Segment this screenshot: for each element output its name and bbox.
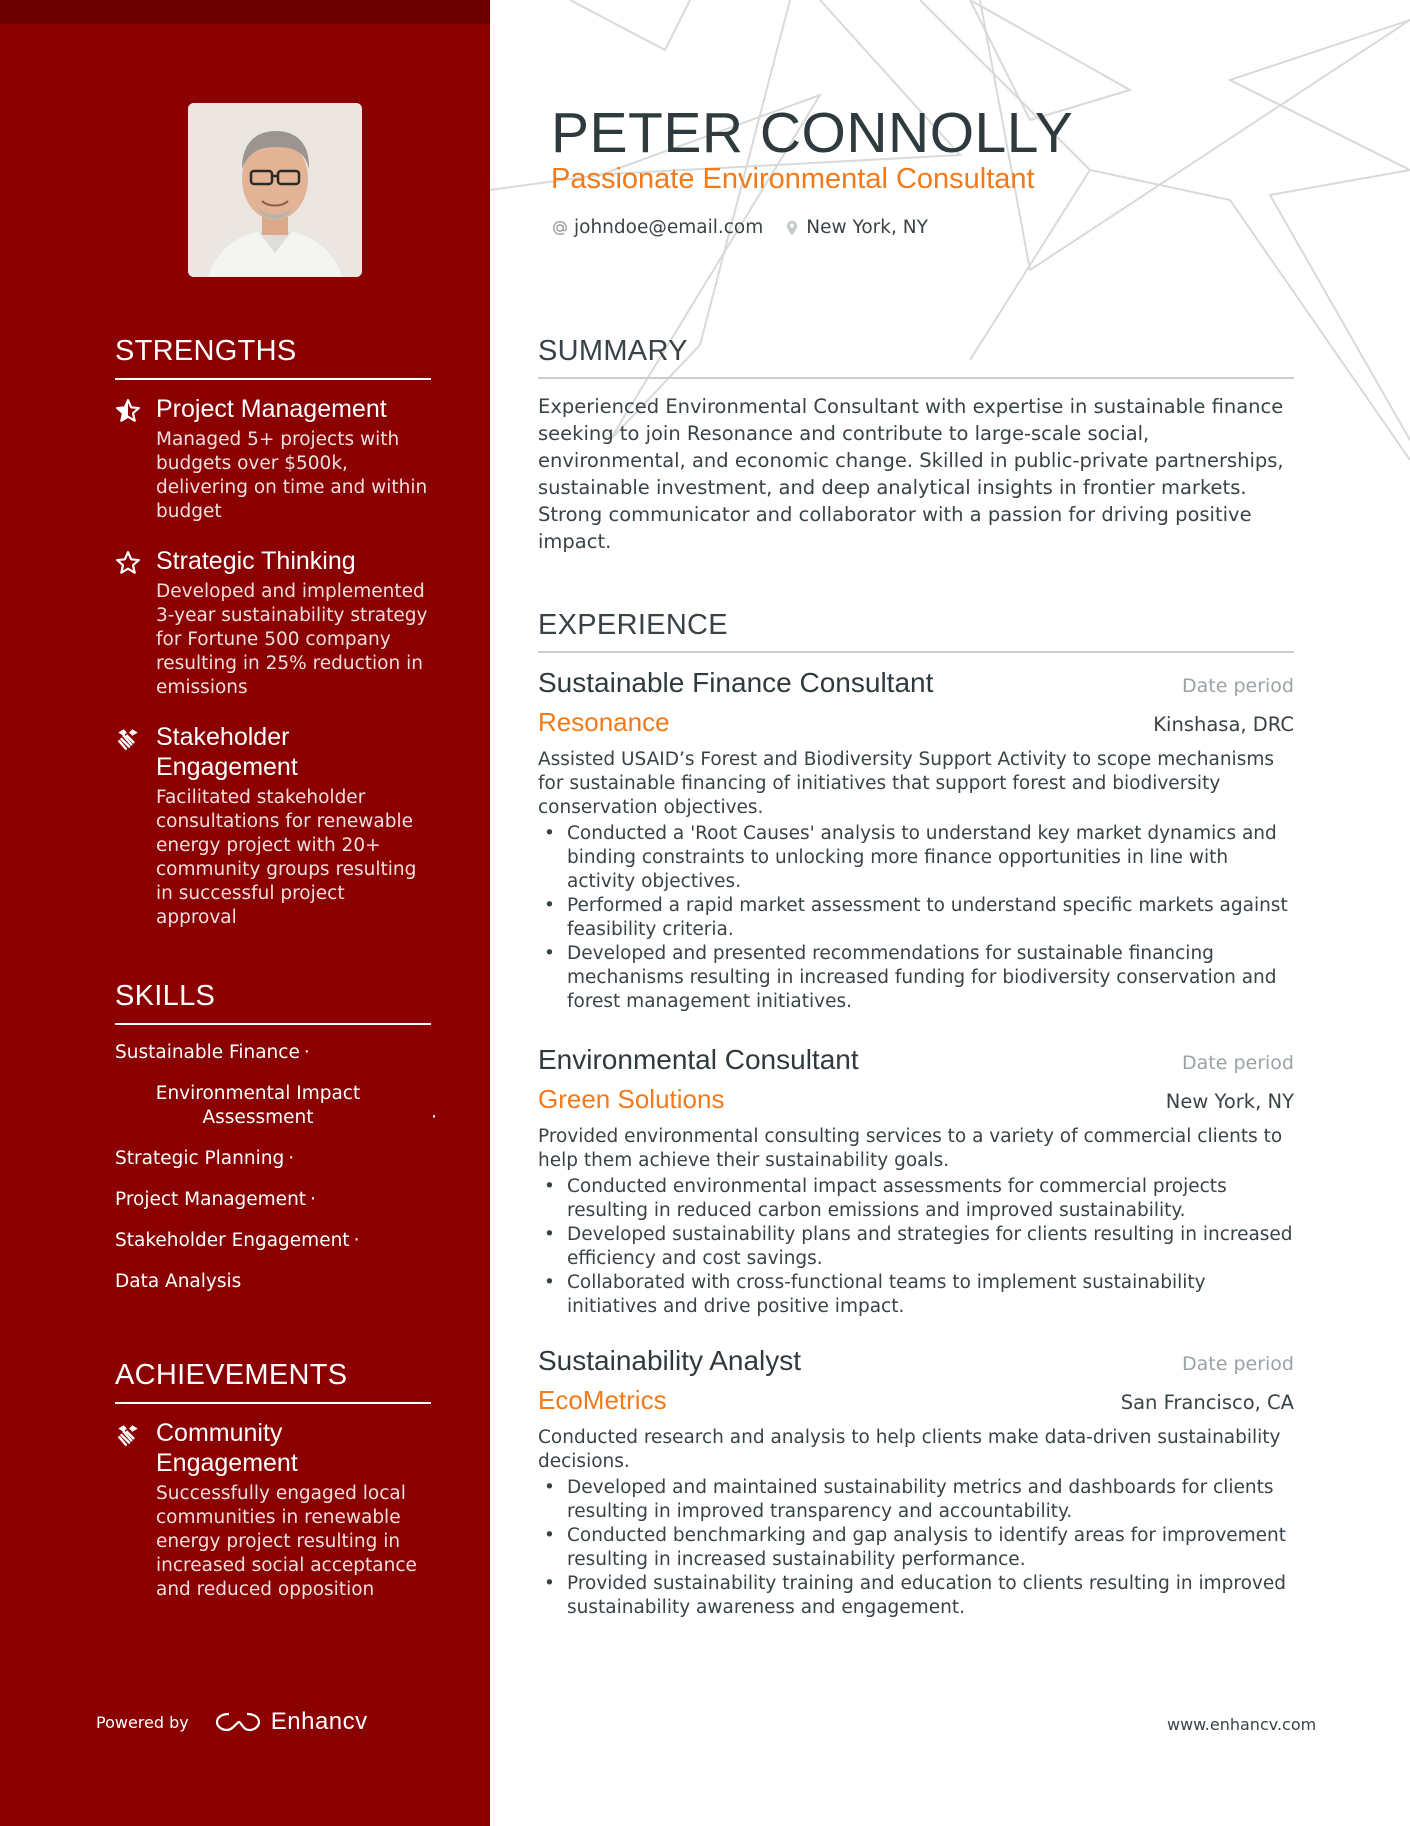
- skill-separator: ·: [310, 1189, 316, 1210]
- powered-by: [96, 1708, 368, 1736]
- location-pin-icon: [783, 219, 801, 237]
- job-bullet: • Developed and presented recommendations for sustainable financing mechanisms resulting in increased funding for biodiversity conservation and forest management initiatives.: [538, 942, 1294, 1014]
- job-company: Resonance: [538, 707, 670, 737]
- job-company: EcoMetrics: [538, 1385, 667, 1415]
- strength-title: Stakeholder Engagement: [156, 723, 298, 781]
- skill-label: Project Management: [115, 1189, 307, 1210]
- skills-list: [115, 1035, 437, 1305]
- powered-by-label: Powered by: [96, 1712, 189, 1732]
- achievement-item: [115, 1418, 431, 1602]
- job-bullets: [538, 822, 1294, 1014]
- skill-item: [115, 1182, 431, 1223]
- skill-separator: ·: [303, 1042, 310, 1063]
- contact-location-text: New York, NY: [806, 217, 928, 238]
- job-date: Date period: [1182, 675, 1294, 697]
- job-company: Green Solutions: [538, 1084, 725, 1114]
- strengths-title: STRENGTHS: [115, 335, 431, 380]
- job-description: Conducted research and analysis to help clients make data-driven sustainability decisions.: [538, 1427, 1281, 1472]
- skill-item: [115, 1264, 431, 1305]
- strengths-section: [115, 335, 431, 930]
- job-description: Provided environmental consulting services to a variety of commercial clients to help them achieve their sustainability goals.: [538, 1126, 1283, 1171]
- skills-section: [115, 980, 437, 1305]
- experience-section: [538, 609, 1294, 1620]
- job-bullet: • Conducted a 'Root Causes' analysis to understand key market dynamics and binding constraints to unlocking more finance opportunities in line with activity objectives.: [538, 822, 1294, 894]
- portrait-image: [188, 103, 362, 277]
- strength-desc: Developed and implemented 3-year sustainability strategy for Fortune 500 company resulting in 25% reduction in emissions: [156, 581, 428, 698]
- handshake-icon: [115, 726, 141, 752]
- strength-desc: Managed 5+ projects with budgets over $500k, delivering on time and within budget: [156, 429, 428, 522]
- job-date: Date period: [1182, 1052, 1294, 1074]
- job-title: Sustainable Finance Consultant: [538, 667, 934, 698]
- job-bullet: • Performed a rapid market assessment to understand specific markets against feasibility criteria.: [538, 894, 1294, 942]
- strength-title: Strategic Thinking: [156, 547, 356, 575]
- job-bullet: • Provided sustainability training and education to clients resulting in improved sustainability awareness and engagement.: [538, 1572, 1294, 1620]
- brand-name: Enhancv: [270, 1708, 368, 1735]
- skill-label: Sustainable Finance: [115, 1042, 300, 1063]
- job-bullet: • Collaborated with cross-functional teams to implement sustainability initiatives and drive positive impact.: [538, 1271, 1294, 1319]
- strength-desc: Facilitated stakeholder consultations for renewable energy project with 20+ community groups resulting in successful project approval: [156, 787, 417, 928]
- candidate-tagline: Passionate Environmental Consultant: [551, 163, 1035, 195]
- skill-label: Stakeholder Engagement: [115, 1230, 350, 1251]
- strength-item: [115, 546, 431, 700]
- profile-photo: [188, 103, 362, 277]
- job-bullet: • Conducted benchmarking and gap analysis to identify areas for improvement resulting in increased sustainability performance.: [538, 1524, 1294, 1572]
- skill-separator: ·: [353, 1230, 360, 1251]
- strength-item: [115, 394, 431, 524]
- strength-item: [115, 722, 431, 930]
- job-title: Sustainability Analyst: [538, 1345, 802, 1376]
- job-date: Date period: [1182, 1353, 1294, 1375]
- job-entry: [538, 667, 1294, 1014]
- summary-text: Experienced Environmental Consultant with expertise in sustainable finance seeking to join Resonance and contribute to large-scale social, environmental, and economic change. Skilled in public-private partnerships, sustainable investment, and deep analytical insights in frontier markets. Strong communicator and collaborator with a passion for driving positive impact.: [538, 395, 1284, 553]
- skills-title: SKILLS: [115, 980, 431, 1025]
- skill-item: [115, 1223, 431, 1264]
- skill-item: [115, 1076, 437, 1141]
- achievement-desc: Successfully engaged local communities in renewable energy project resulting in increased social acceptance and reduced opposition: [156, 1483, 417, 1600]
- job-location: New York, NY: [1165, 1090, 1294, 1113]
- skill-label: Environmental Impact Assessment: [155, 1083, 361, 1128]
- job-description: Assisted USAID’s Forest and Biodiversity Support Activity to scope mechanisms for sustainable financing of initiatives that support forest and biodiversity conservation objectives.: [538, 749, 1274, 818]
- candidate-name: PETER CONNOLLY: [551, 101, 1074, 165]
- contact-row: [551, 217, 948, 238]
- sidebar-top-bar: [0, 0, 490, 24]
- job-bullets: [538, 1476, 1294, 1620]
- summary-section: [538, 335, 1294, 555]
- summary-title: SUMMARY: [538, 335, 1294, 379]
- job-bullets: [538, 1175, 1294, 1319]
- enhancv-logo-icon: [215, 1710, 261, 1734]
- skill-separator: ·: [288, 1148, 295, 1169]
- contact-email-text: johndoe@email.com: [574, 217, 764, 238]
- skill-item: [115, 1035, 431, 1076]
- experience-title: EXPERIENCE: [538, 609, 1294, 653]
- contact-location: [783, 217, 928, 238]
- job-bullet: • Developed and maintained sustainability metrics and dashboards for clients resulting in improved transparency and accountability.: [538, 1476, 1294, 1524]
- job-location: Kinshasa, DRC: [1153, 713, 1294, 736]
- sidebar: [0, 0, 490, 1826]
- job-bullet: • Developed sustainability plans and strategies for clients resulting in increased efficiency and cost savings.: [538, 1223, 1294, 1271]
- job-bullet: • Conducted environmental impact assessments for commercial projects resulting in reduced carbon emissions and improved sustainability.: [538, 1175, 1294, 1223]
- star-outline-icon: [115, 550, 141, 576]
- star-half-icon: [115, 398, 141, 424]
- achievement-title: Community Engagement: [156, 1419, 298, 1477]
- job-entry: [538, 1345, 1294, 1620]
- job-entry: [538, 1044, 1294, 1319]
- skill-label: Data Analysis: [115, 1271, 242, 1292]
- website-link[interactable]: www.enhancv.com: [1167, 1715, 1317, 1734]
- contact-email[interactable]: [551, 217, 763, 238]
- strength-title: Project Management: [156, 395, 387, 423]
- skill-separator: ·: [431, 1107, 437, 1128]
- achievements-title: ACHIEVEMENTS: [115, 1359, 431, 1404]
- at-icon: [551, 219, 569, 237]
- skill-label: Strategic Planning: [115, 1148, 285, 1169]
- handshake-icon: [115, 1422, 141, 1448]
- achievements-section: [115, 1359, 431, 1602]
- job-location: San Francisco, CA: [1120, 1391, 1294, 1414]
- skill-item: [115, 1141, 431, 1182]
- job-title: Environmental Consultant: [538, 1044, 859, 1075]
